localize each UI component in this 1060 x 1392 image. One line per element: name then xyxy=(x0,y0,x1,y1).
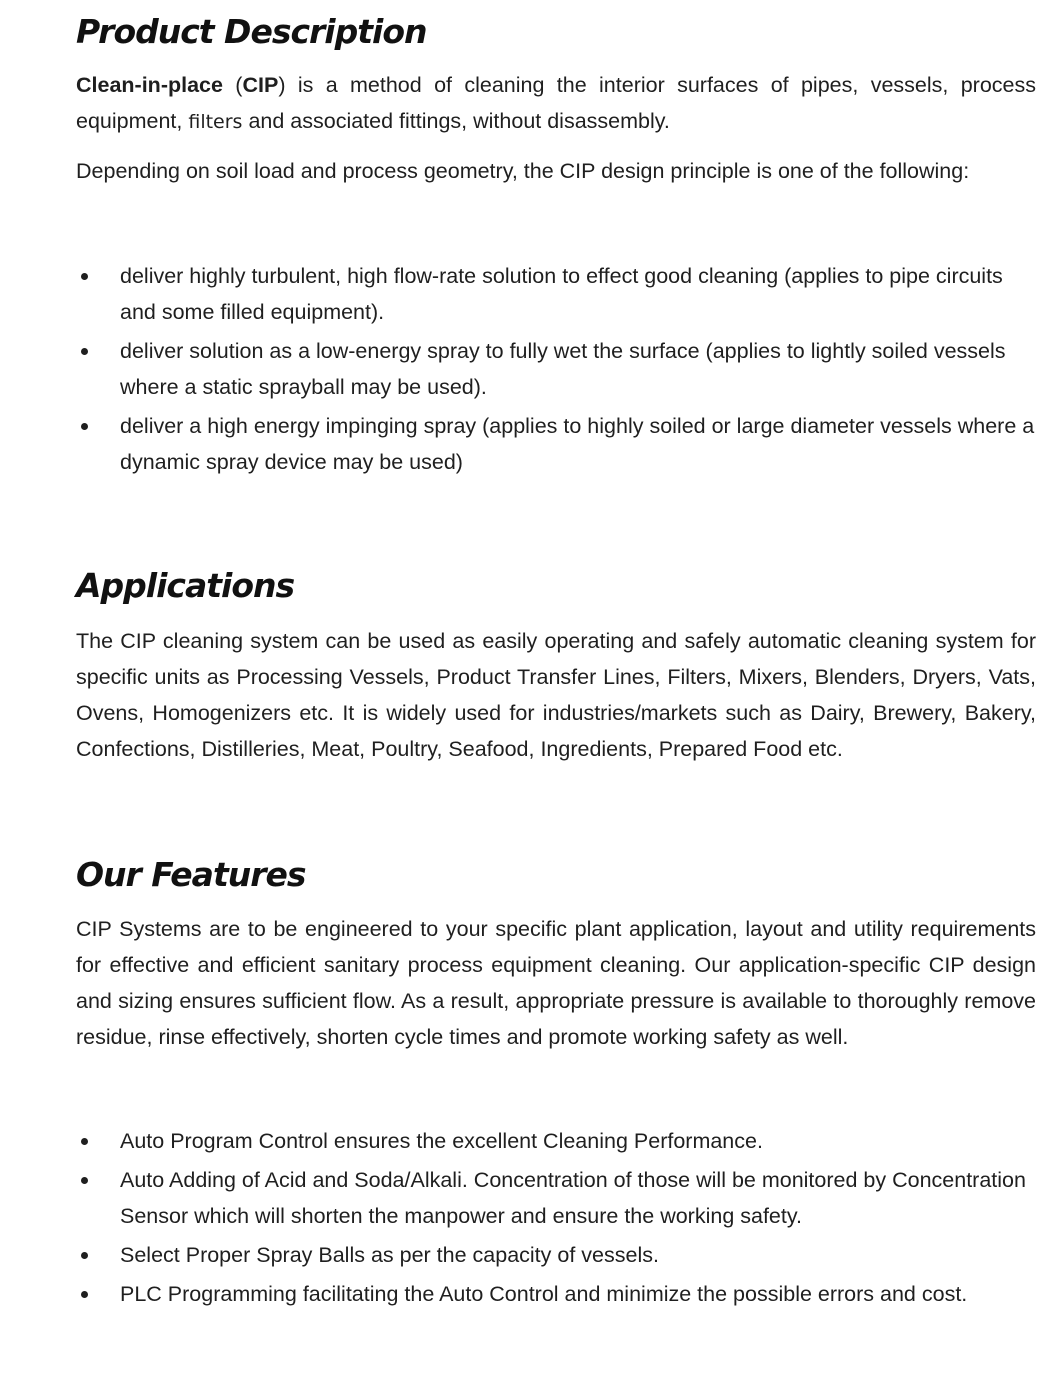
list-item: Auto Adding of Acid and Soda/Alkali. Concentration of those will be monitored by Concentration Sensor which will shorten the manpower and ensure the working safety. xyxy=(76,1162,1036,1234)
cip-intro-rest-1: ) is a method of cleaning the interior surfaces of pipes, vessels, process equipment, xyxy=(76,73,1036,133)
applications-paragraph: The CIP cleaning system can be used as easily operating and safely automatic cleaning system for specific units as Processing Vessels, Product Transfer Lines, Filters, Mixers, Blenders, Dryers, Vats, Ovens, Homogenizers etc. It is widely used for industries/markets such as Dairy, Brewery, Bakery, Confections, Distilleries, Meat, Poultry, Seafood, Ingredients, Prepared Food etc. xyxy=(76,629,1036,761)
cip-term: Clean-in-place xyxy=(76,73,223,97)
bullet-icon xyxy=(81,423,88,430)
bullet-icon xyxy=(81,348,88,355)
bullet-icon xyxy=(81,1138,88,1145)
list-item: deliver a high energy impinging spray (applies to highly soiled or large diameter vessels where a dynamic spray device may be used) xyxy=(76,408,1036,480)
design-principle-paragraph: Depending on soil load and process geometry, the CIP design principle is one of the following: xyxy=(76,159,970,183)
bullet-icon xyxy=(81,1177,88,1184)
list-item: PLC Programming facilitating the Auto Control and minimize the possible errors and cost. xyxy=(76,1276,1036,1312)
applications-heading: Applications xyxy=(76,566,295,605)
product-description-heading: Product Description xyxy=(76,12,427,51)
list-item: deliver highly turbulent, high flow-rate solution to effect good cleaning (applies to pipe circuits and some filled equipment). xyxy=(76,258,1036,330)
cip-abbr: CIP xyxy=(242,73,279,97)
features-list xyxy=(76,1123,1036,1315)
bullet-icon xyxy=(81,1291,88,1298)
cip-intro-paragraph xyxy=(76,67,1036,140)
list-item: Auto Program Control ensures the excellent Cleaning Performance. xyxy=(76,1123,1036,1159)
features-heading: Our Features xyxy=(76,855,306,894)
design-principle-list xyxy=(76,258,1036,483)
cip-paren-open: ( xyxy=(222,73,243,97)
bullet-icon xyxy=(81,273,88,280)
filters-word: filters xyxy=(188,111,243,133)
cip-intro-rest-2: and associated fittings, without disassembly. xyxy=(242,109,670,133)
bullet-icon xyxy=(81,1252,88,1259)
features-paragraph: CIP Systems are to be engineered to your specific plant application, layout and utility requirements for effective and efficient sanitary process equipment cleaning. Our application-specific CIP design and sizing ensures sufficient flow. As a result, appropriate pressure is available to thoroughly remove residue, rinse effectively, shorten cycle times and promote working safety as well. xyxy=(76,917,1036,1049)
list-item: Select Proper Spray Balls as per the capacity of vessels. xyxy=(76,1237,1036,1273)
list-item: deliver solution as a low-energy spray to fully wet the surface (applies to lightly soiled vessels where a static sprayball may be used). xyxy=(76,333,1036,405)
